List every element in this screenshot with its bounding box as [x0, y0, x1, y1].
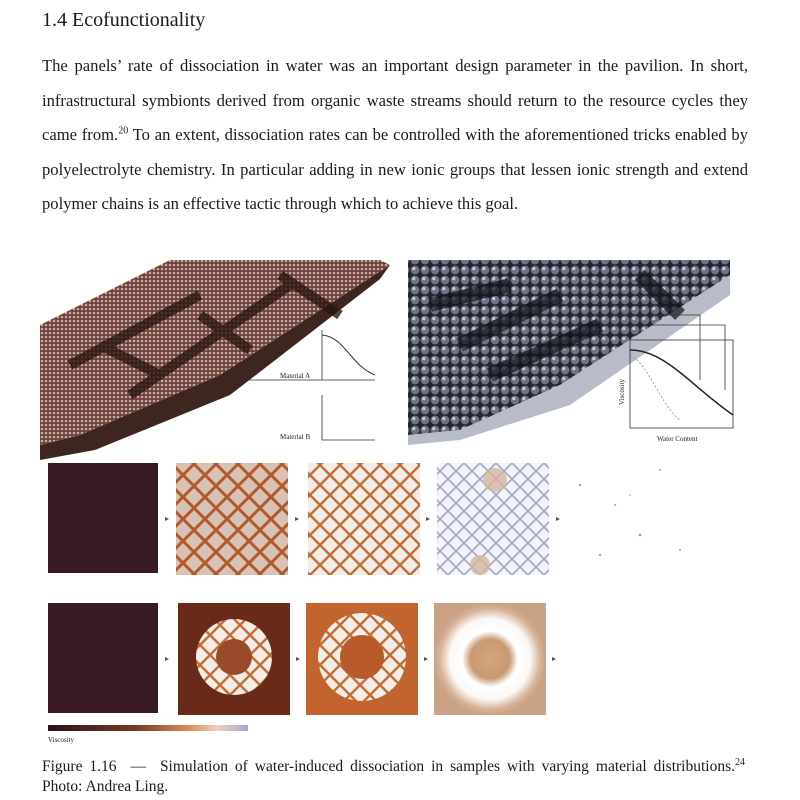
caption-text: Simulation of water-induced dissociation in samples with varying material distributions. [159, 758, 736, 775]
square-2-1 [48, 603, 158, 713]
square-1-2 [176, 463, 288, 575]
caption-credit: Photo: Andrea Ling. [42, 778, 169, 795]
paragraph-text-2: To an extent, dissociation rates can be controlled with the aforementioned tricks enabled by polyelectrolyte chemistry. In particular adding in new ionic groups that lessen ionic strength and extend polymer chains is an effective tactic through which to achieve this goal. [42, 125, 749, 213]
simulation-row-1 [48, 463, 681, 575]
section-heading [42, 9, 205, 32]
square-1-1 [48, 463, 158, 573]
material-a-label: Material A [280, 372, 311, 380]
material-b-label: Material B [280, 433, 311, 441]
footnote-ref-20[interactable]: 20 [118, 125, 129, 137]
section-title: Ecofunctionality [72, 9, 206, 31]
square-1-5 [579, 469, 681, 556]
water-content-label: Water Content [657, 435, 698, 443]
body-paragraph [42, 49, 748, 222]
viscosity-colorbar [48, 725, 248, 744]
paragraph-text-1: The panels’ rate of dissociation in water was an important design parameter in the pavilion. In short, infrastructural symbionts derived from organic waste streams should return to the resource cycles they came from. [42, 56, 748, 144]
simulation-row-2 [48, 603, 556, 715]
figure-caption [42, 757, 745, 797]
figure-illustration [40, 255, 760, 745]
footnote-ref-24[interactable]: 24 [735, 756, 746, 768]
caption-label: Figure 1.16 [42, 758, 117, 775]
viscosity-axis-label: Viscosity [618, 378, 626, 405]
section-number: 1.4 [42, 9, 67, 31]
caption-dash: — [130, 758, 146, 775]
square-1-3 [308, 463, 420, 575]
panel-3d-left [40, 260, 390, 460]
panel-3d-right [408, 260, 730, 445]
colorbar-label: Viscosity [48, 736, 75, 744]
square-2-4 [434, 603, 546, 715]
figure-1-16 [40, 255, 760, 745]
